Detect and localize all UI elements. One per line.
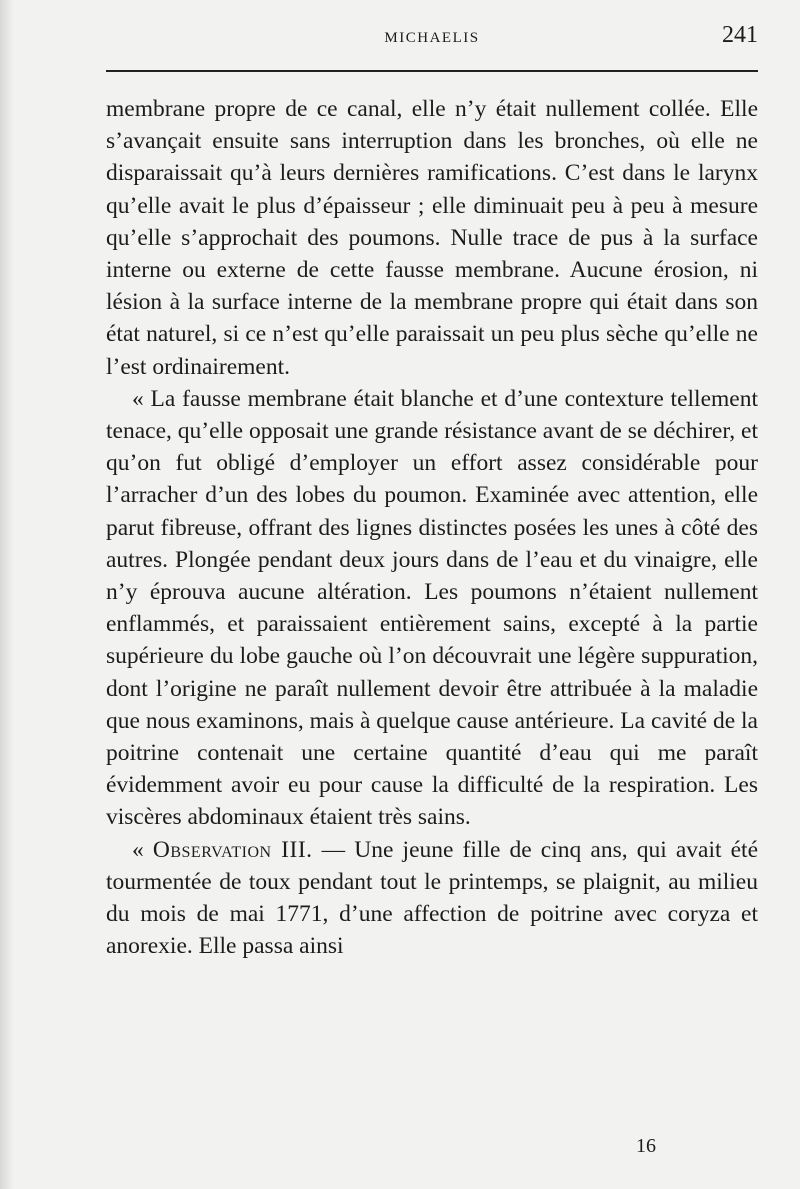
header-rule bbox=[106, 70, 758, 72]
paragraph-false-membrane: « La fausse membrane était blanche et d’une contexture tellement tenace, qu’elle opposait une grande résistance avant de se déchirer, et qu’on fut obligé d’employer un effort assez considérable pour l’arracher d’un des lobes du poumon. Examinée avec attention, elle parut fibreuse, offrant des lignes distinctes posées les unes à côté des autres. Plongée pendant deux jours dans de l’eau et du vinaigre, elle n’y éprouva aucune altération. Les poumons n’étaient nullement enflammés, et paraissaient entièrement sains, excepté à la partie supérieure du lobe gauche où l’on découvrait une légère suppuration, dont l’origine ne paraît nullement devoir être attribuée à la maladie que nous examinons, mais à quelque cause antérieure. La cavité de la poitrine contenait une certaine quantité d’eau qui me paraît évidemment avoir eu pour cause la difficulté de la respiration. Les viscères abdominaux étaient très sains. bbox=[106, 385, 758, 831]
observation-text: — Une jeune fille de cinq ans, qui avait été tourmentée de toux pendant tout le printemps, se plaignit, au milieu du mois de mai 1771, d’une affection de poitrine avec coryza et anorexie. Elle passa ainsi bbox=[106, 836, 759, 960]
page-number: 241 bbox=[722, 22, 758, 48]
running-head: MICHAELIS bbox=[384, 30, 480, 46]
opening-guillemet: « bbox=[132, 836, 144, 863]
page-header bbox=[106, 22, 758, 54]
page-body bbox=[106, 93, 758, 962]
paragraph-continuation: membrane propre de ce canal, elle n’y était nullement collée. Elle s’avançait ensuite sans interruption dans les bronches, où elle ne disparaissait qu’à leurs dernières ramifications. C’est dans le larynx qu’elle avait le plus d’épaisseur ; elle diminuait peu à peu à mesure qu’elle s’approchait des poumons. Nulle trace de pus à la surface interne ou externe de cette fausse membrane. Aucune érosion, ni lésion à la surface interne de la membrane propre qui était dans son état naturel, si ce n’est qu’elle paraissait un peu plus sèche qu’elle ne l’est ordinairement. bbox=[106, 96, 758, 380]
observation-heading: Observation III. bbox=[152, 836, 313, 863]
signature-mark: 16 bbox=[636, 1135, 656, 1157]
paragraph-observation-iii bbox=[106, 834, 758, 963]
scan-edge bbox=[0, 0, 14, 1189]
